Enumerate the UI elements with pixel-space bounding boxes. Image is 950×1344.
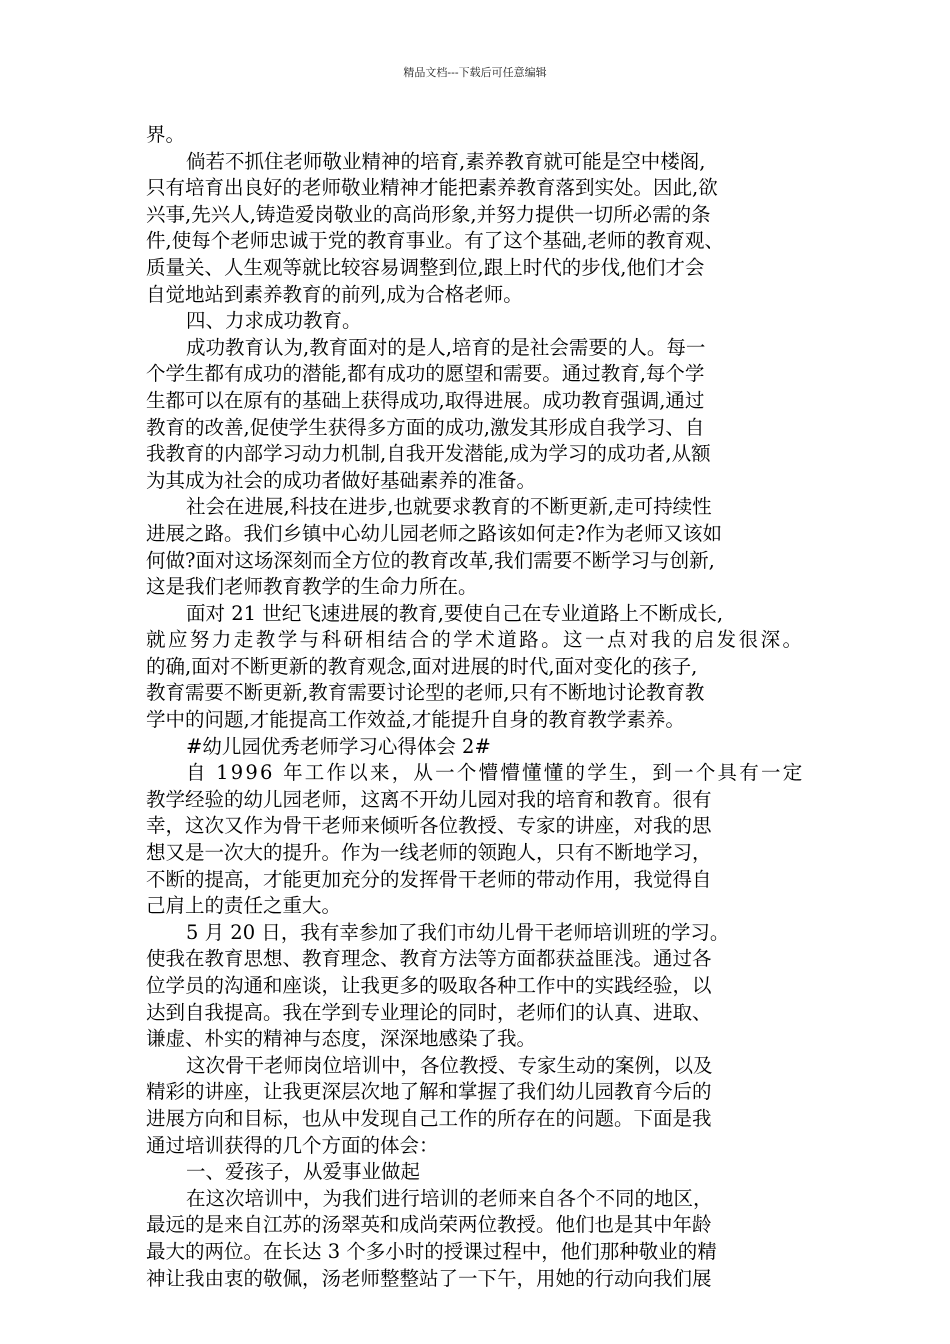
text-line: 5 月 20 日，我有幸参加了我们市幼儿骨干老师培训班的学习。 bbox=[186, 920, 730, 944]
text-line: 只有培育出良好的老师敬业精神才能把素养教育落到实处。因此,欲 bbox=[146, 176, 718, 200]
text-line: 己肩上的责任之重大。 bbox=[146, 894, 342, 918]
text-line: 最大的两位。在长达 3 个多小时的授课过程中，他们那种敬业的精 bbox=[146, 1239, 717, 1263]
text-line: 位学员的沟通和座谈，让我更多的吸取各种工作中的实践经验，以 bbox=[146, 974, 712, 997]
text-line: 自觉地站到素养教育的前列,成为合格老师。 bbox=[146, 282, 523, 306]
text-line: 幸，这次又作为骨干老师来倾听各位教授、专家的讲座，对我的思 bbox=[146, 814, 712, 838]
text-line: 在这次培训中，为我们进行培训的老师来自各个不同的地区， bbox=[186, 1186, 713, 1210]
text-line: 就应努力走教学与科研相结合的学术道路。这一点对我的启发很深。 bbox=[146, 628, 805, 652]
text-line: 兴事,先兴人,铸造爱岗敬业的高尚形象,并努力提供一切所必需的条 bbox=[146, 202, 711, 226]
text-line: 不断的提高，才能更加充分的发挥骨干老师的带动作用，我觉得自 bbox=[146, 867, 712, 891]
text-line: 面对 21 世纪飞速进展的教育,要使自己在专业道路上不断成长, bbox=[186, 601, 724, 625]
text-line: 的确,面对不断更新的教育观念,面对进展的时代,面对变化的孩子, bbox=[146, 654, 698, 678]
text-line: 谦虚、朴实的精神与态度，深深地感染了我。 bbox=[146, 1027, 537, 1051]
text-line: 精彩的讲座，让我更深层次地了解和掌握了我们幼儿园教育今后的 bbox=[146, 1080, 712, 1104]
text-line: 教育需要不断更新,教育需要讨论型的老师,只有不断地讨论教育教 bbox=[146, 681, 705, 705]
text-line: 一、爱孩子，从爱事业做起 bbox=[186, 1160, 421, 1184]
text-line: 倘若不抓住老师敬业精神的培育,素养教育就可能是空中楼阁, bbox=[186, 149, 706, 173]
text-line: 生都可以在原有的基础上获得成功,取得进展。成功教育强调,通过 bbox=[146, 388, 705, 412]
text-line: 进展之路。我们乡镇中心幼儿园老师之路该如何走?作为老师又该如 bbox=[146, 521, 722, 545]
text-line: 神让我由衷的敬佩，汤老师整整站了一下午，用她的行动向我们展 bbox=[146, 1266, 712, 1290]
text-line: 使我在教育思想、教育理念、教育方法等方面都获益匪浅。通过各 bbox=[146, 947, 712, 971]
text-line: 社会在进展,科技在进步,也就要求教育的不断更新,走可持续性 bbox=[186, 495, 712, 519]
text-line: 界。 bbox=[146, 123, 186, 146]
text-line: 想又是一次大的提升。作为一线老师的领跑人，只有不断地学习， bbox=[146, 841, 712, 865]
text-line: 成功教育认为,教育面对的是人,培育的是社会需要的人。每一 bbox=[186, 335, 706, 359]
text-line: 质量关、人生观等就比较容易调整到位,跟上时代的步伐,他们才会 bbox=[146, 255, 705, 279]
text-line: 教学经验的幼儿园老师，这离不开幼儿园对我的培育和教育。很有 bbox=[146, 787, 712, 811]
document-body bbox=[146, 122, 806, 1292]
text-line: 何做?面对这场深刻而全方位的教育改革,我们需要不断学习与创新, bbox=[146, 548, 715, 572]
text-line: 进展方向和目标，也从中发现自己工作的所存在的问题。下面是我 bbox=[146, 1106, 712, 1130]
text-line: 通过培训获得的几个方面的体会： bbox=[146, 1133, 439, 1157]
text-line: 四、力求成功教育。 bbox=[186, 309, 362, 333]
text-line: 我教育的内部学习动力机制,自我开发潜能,成为学习的成功者,从额 bbox=[146, 442, 711, 466]
text-line: 达到自我提高。我在学到专业理论的同时，老师们的认真、进取、 bbox=[146, 1000, 712, 1024]
text-line: 自 1996 年工作以来，从一个懵懵懂懂的学生，到一个具有一定 bbox=[186, 761, 805, 785]
text-line: 学中的问题,才能提高工作效益,才能提升自身的教育教学素养。 bbox=[146, 708, 685, 732]
text-line: 这次骨干老师岗位培训中，各位教授、专家生动的案例，以及 bbox=[186, 1053, 713, 1077]
text-line: 教育的改善,促使学生获得多方面的成功,激发其形成自我学习、自 bbox=[146, 415, 705, 439]
page-header: 精品文档---下载后可任意编辑 bbox=[403, 66, 547, 79]
text-line: #幼儿园优秀老师学习心得体会 2# bbox=[186, 734, 491, 758]
text-line: 为其成为社会的成功者做好基础素养的准备。 bbox=[146, 468, 537, 492]
text-line: 这是我们老师教育教学的生命力所在。 bbox=[146, 575, 478, 599]
text-line: 件,使每个老师忠诚于党的教育事业。有了这个基础,老师的教育观、 bbox=[146, 229, 724, 253]
text-line: 最远的是来自江苏的汤翠英和成尚荣两位教授。他们也是其中年龄 bbox=[146, 1213, 712, 1237]
text-line: 个学生都有成功的潜能,都有成功的愿望和需要。通过教育,每个学 bbox=[146, 362, 705, 386]
